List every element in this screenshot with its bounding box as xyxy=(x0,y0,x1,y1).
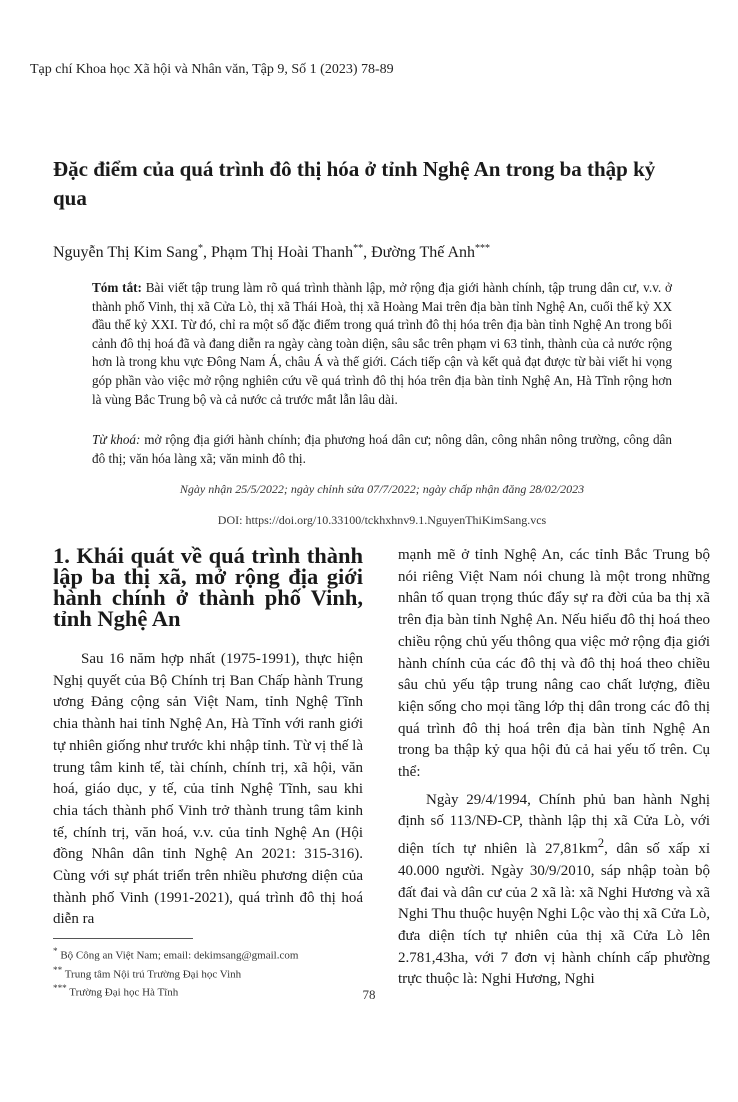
keywords-text: mở rộng địa giới hành chính; địa phương hoá dân cư; nông dân, công nhân nông trường, công dân đô thị; văn hóa làng xã; văn minh đô thị. xyxy=(92,432,672,466)
author-name: Nguyễn Thị Kim Sang xyxy=(53,244,199,261)
footnote-divider xyxy=(53,938,193,939)
author-mark: ** xyxy=(353,243,364,254)
author-name: Đường Thế Anh xyxy=(371,244,476,261)
body-text: Ngày 29/4/1994, Chính phủ ban hành Nghị định số 113/NĐ-CP, thành lập thị xã Cửa Lò, với diện tích tự nhiên là 27,81km xyxy=(398,791,710,858)
right-column xyxy=(398,545,710,991)
article-title: Đặc điểm của quá trình đô thị hóa ở tỉnh Nghệ An trong ba thập kỷ qua xyxy=(53,157,656,210)
body-paragraph: mạnh mẽ ở tỉnh Nghệ An, các tỉnh Bắc Trung bộ nói riêng Việt Nam nói chung là một trong những nhân tố quan trọng thúc đẩy sự ra đời của ba thị xã trên địa bàn tỉnh Nghệ An. Nếu hiểu đô thị hoá theo chiều rộng chủ yếu thông qua việc mở rộng địa giới hành chính của các đô thị và đô thị hoá theo chiều sâu chủ yếu tập trung nâng cao chất lượng, điều kiện sống cho mọi tầng lớp thị dân trong các đô thị quá trình đô thị hoá trên địa bàn tỉnh Nghệ An trong ba thập kỷ qua hội đủ cả hai yếu tố trên. Cụ thể: xyxy=(398,547,710,781)
keywords-label: Từ khoá: xyxy=(92,432,141,447)
author-separator: , xyxy=(363,244,372,261)
footnote-text: Bộ Công an Việt Nam; email: dekimsang@gmail.com xyxy=(57,949,299,962)
superscript: 2 xyxy=(597,836,605,851)
body-text: , dân số xấp xỉ 40.000 người. Ngày 30/9/2010, sáp nhập toàn bộ đất đai và dân cư của 2 xã là: xã Nghi Hương và xã Nghi Thu thuộc huyện Nghi Lộc vào thị xã Cửa Lò, đưa diện tích tự nhiên của thị xã Cửa Lò lên 2.781,43ha, với 7 đơn vị hành chính cấp phường trực thuộc là: Nghi Hương, Nghi xyxy=(398,841,710,988)
author-list xyxy=(53,243,490,262)
footnote-mark: ** xyxy=(53,964,63,975)
footnote-text: Trường Đại học Hà Tĩnh xyxy=(66,986,179,999)
page-number: 78 xyxy=(362,987,376,1002)
keywords xyxy=(92,431,672,468)
author-separator: , xyxy=(203,244,212,261)
footnote-text: Trung tâm Nội trú Trường Đại học Vinh xyxy=(62,968,242,981)
abstract-label: Tóm tắt: xyxy=(92,280,142,295)
footnote-mark: * xyxy=(53,946,58,956)
footnote-mark: *** xyxy=(53,983,67,994)
footnote xyxy=(53,944,373,963)
journal-header: Tạp chí Khoa học Xã hội và Nhân văn, Tập 9, Số 1 (2023) 78-89 xyxy=(30,62,394,77)
abstract-text: Bài viết tập trung làm rõ quá trình thành lập, mở rộng địa giới hành chính, tập trung dân cư, v.v. ở thành phố Vinh, thị xã Cửa Lò, thị xã Thái Hoà, thị xã Hoàng Mai trên địa bàn tỉnh Nghệ An, cuối thế kỷ XX đầu thế kỷ XXI. Từ đó, chỉ ra một số đặc điểm trong quá trình đô thị hóa trên địa bàn tỉnh Nghệ An trong bối cảnh đô thị hoá đã và đang diễn ra ngày càng toàn diện, sâu sắc trên phạm vi 63 tỉnh, thành của cả nước rộng hơn là trong khu vực Đông Nam Á, châu Á và thế giới. Cách tiếp cận và kết quả đạt được từ bài viết hi vọng góp phần vào việc mở rộng nghiên cứu về quá trình đô thị hóa trên địa bàn tỉnh Nghệ An, Hà Tĩnh rộng hơn là vùng Bắc Trung bộ và cả nước cả trước mắt lẫn lâu dài. xyxy=(92,280,673,407)
left-column xyxy=(53,545,363,931)
abstract xyxy=(92,279,672,409)
author-name: Phạm Thị Hoài Thanh xyxy=(211,244,354,261)
body-paragraph: Sau 16 năm hợp nhất (1975-1991), thực hiện Nghị quyết của Bộ Chính trị Ban Chấp hành Trung ương Đảng cộng sản Việt Nam, tỉnh Nghệ Tĩnh chia thành hai tỉnh Nghệ An, Hà Tĩnh với ranh giới tự nhiên giống như trước khi nhập tỉnh. Từ vị thế là trung tâm kinh tế, tài chính, chính trị, xã hội, văn hoá, giáo dục, y tế, của tỉnh Nghệ Tĩnh, sau khi chia tách thành phố Vinh trở thành trung tâm kinh tế, chính trị, văn hoá, v.v. của tỉnh Nghệ An (Hội đồng Nhân dân tỉnh Nghệ An 2021: 315-316). Cùng với sự phát triển trên nhiều phương diện của thành phố Vinh (1991-2021), quá trình đô thị hoá diễn ra xyxy=(53,651,363,928)
article-dates: Ngày nhận 25/5/2022; ngày chỉnh sửa 07/7/2022; ngày chấp nhận đăng 28/02/2023 xyxy=(179,482,585,496)
body-paragraph xyxy=(398,790,710,991)
author-mark: *** xyxy=(475,243,491,254)
author-mark: * xyxy=(198,243,204,254)
footnote xyxy=(53,963,373,982)
section-heading: 1. Khái quát về quá trình thành lập ba thị xã, mở rộng địa giới hành chính ở thành phố Vinh, tỉnh Nghệ An xyxy=(53,543,363,631)
doi-link[interactable]: DOI: https://doi.org/10.33100/tckhxhnv9.1.NguyenThiKimSang.vcs xyxy=(217,513,547,527)
